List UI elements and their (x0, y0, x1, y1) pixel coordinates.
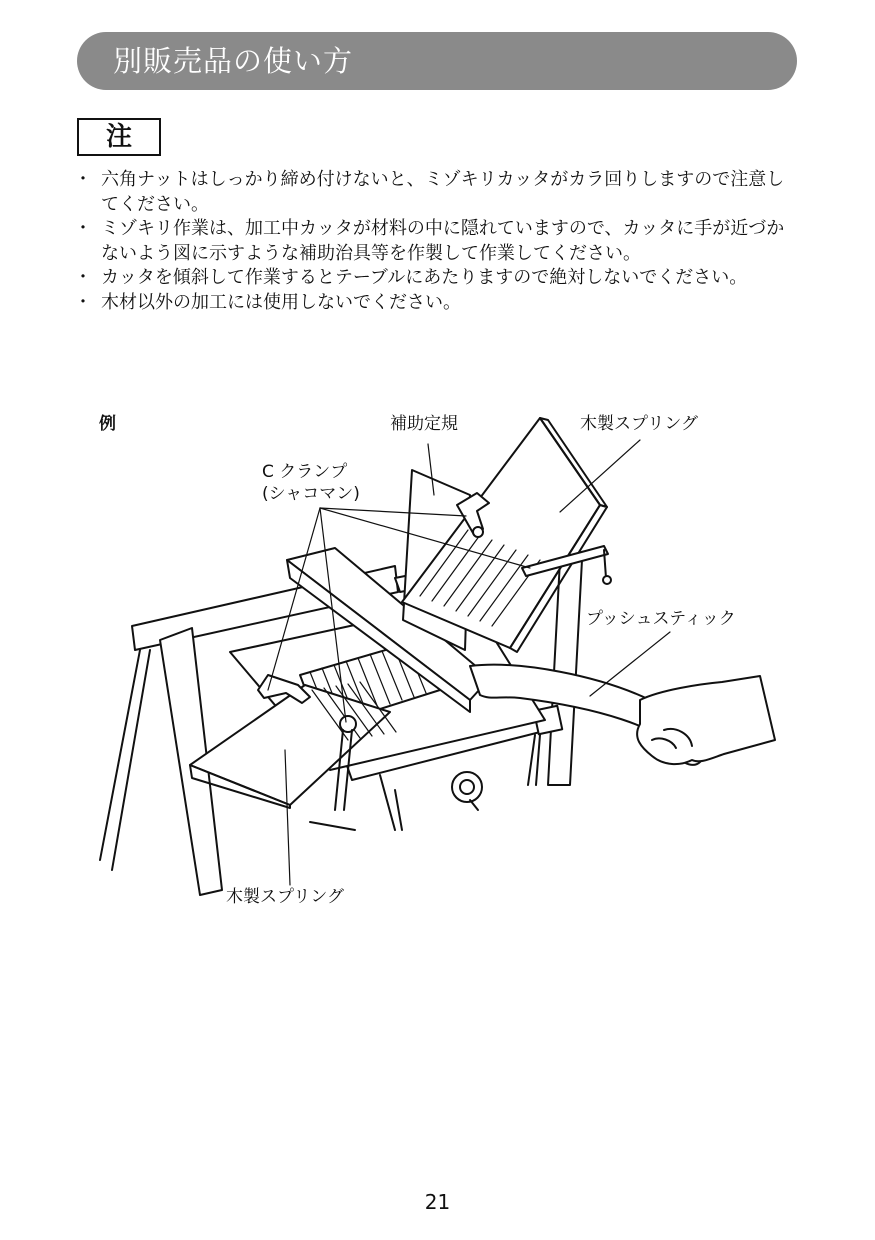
caution-label-box: 注 (77, 118, 161, 156)
callout-aux-fence: 補助定規 (390, 414, 458, 434)
callout-push-stick: プッシュスティック (586, 609, 736, 629)
caution-item: ・ カッタを傾斜して作業するとテーブルにあたりますので絶対しないでください。 (76, 266, 796, 291)
caution-item: ・ 六角ナットはしっかり締め付けないと、ミゾキリカッタがカラ回りしますので注意してください。 (76, 168, 796, 217)
operator-hand (637, 676, 775, 764)
section-title: 別販売品の使い方 (113, 44, 354, 78)
page-number: 21 (424, 1190, 451, 1214)
caution-item: ・ ミゾキリ作業は、加工中カッタが材料の中に隠れていますので、カッタに手が近づかないよう図に示すような補助治具等を作製して作業してください。 (76, 217, 796, 266)
table-knob-icon (452, 772, 482, 810)
example-label: 例 (99, 414, 116, 434)
callout-c-clamp-alt: (シャコマン) (262, 484, 360, 504)
callout-c-clamp: C クランプ (262, 462, 348, 482)
callout-wooden-spring-top: 木製スプリング (580, 414, 698, 434)
callout-wooden-spring-bottom: 木製スプリング (226, 887, 344, 907)
caution-item: ・ 木材以外の加工には使用しないでください。 (76, 291, 796, 316)
